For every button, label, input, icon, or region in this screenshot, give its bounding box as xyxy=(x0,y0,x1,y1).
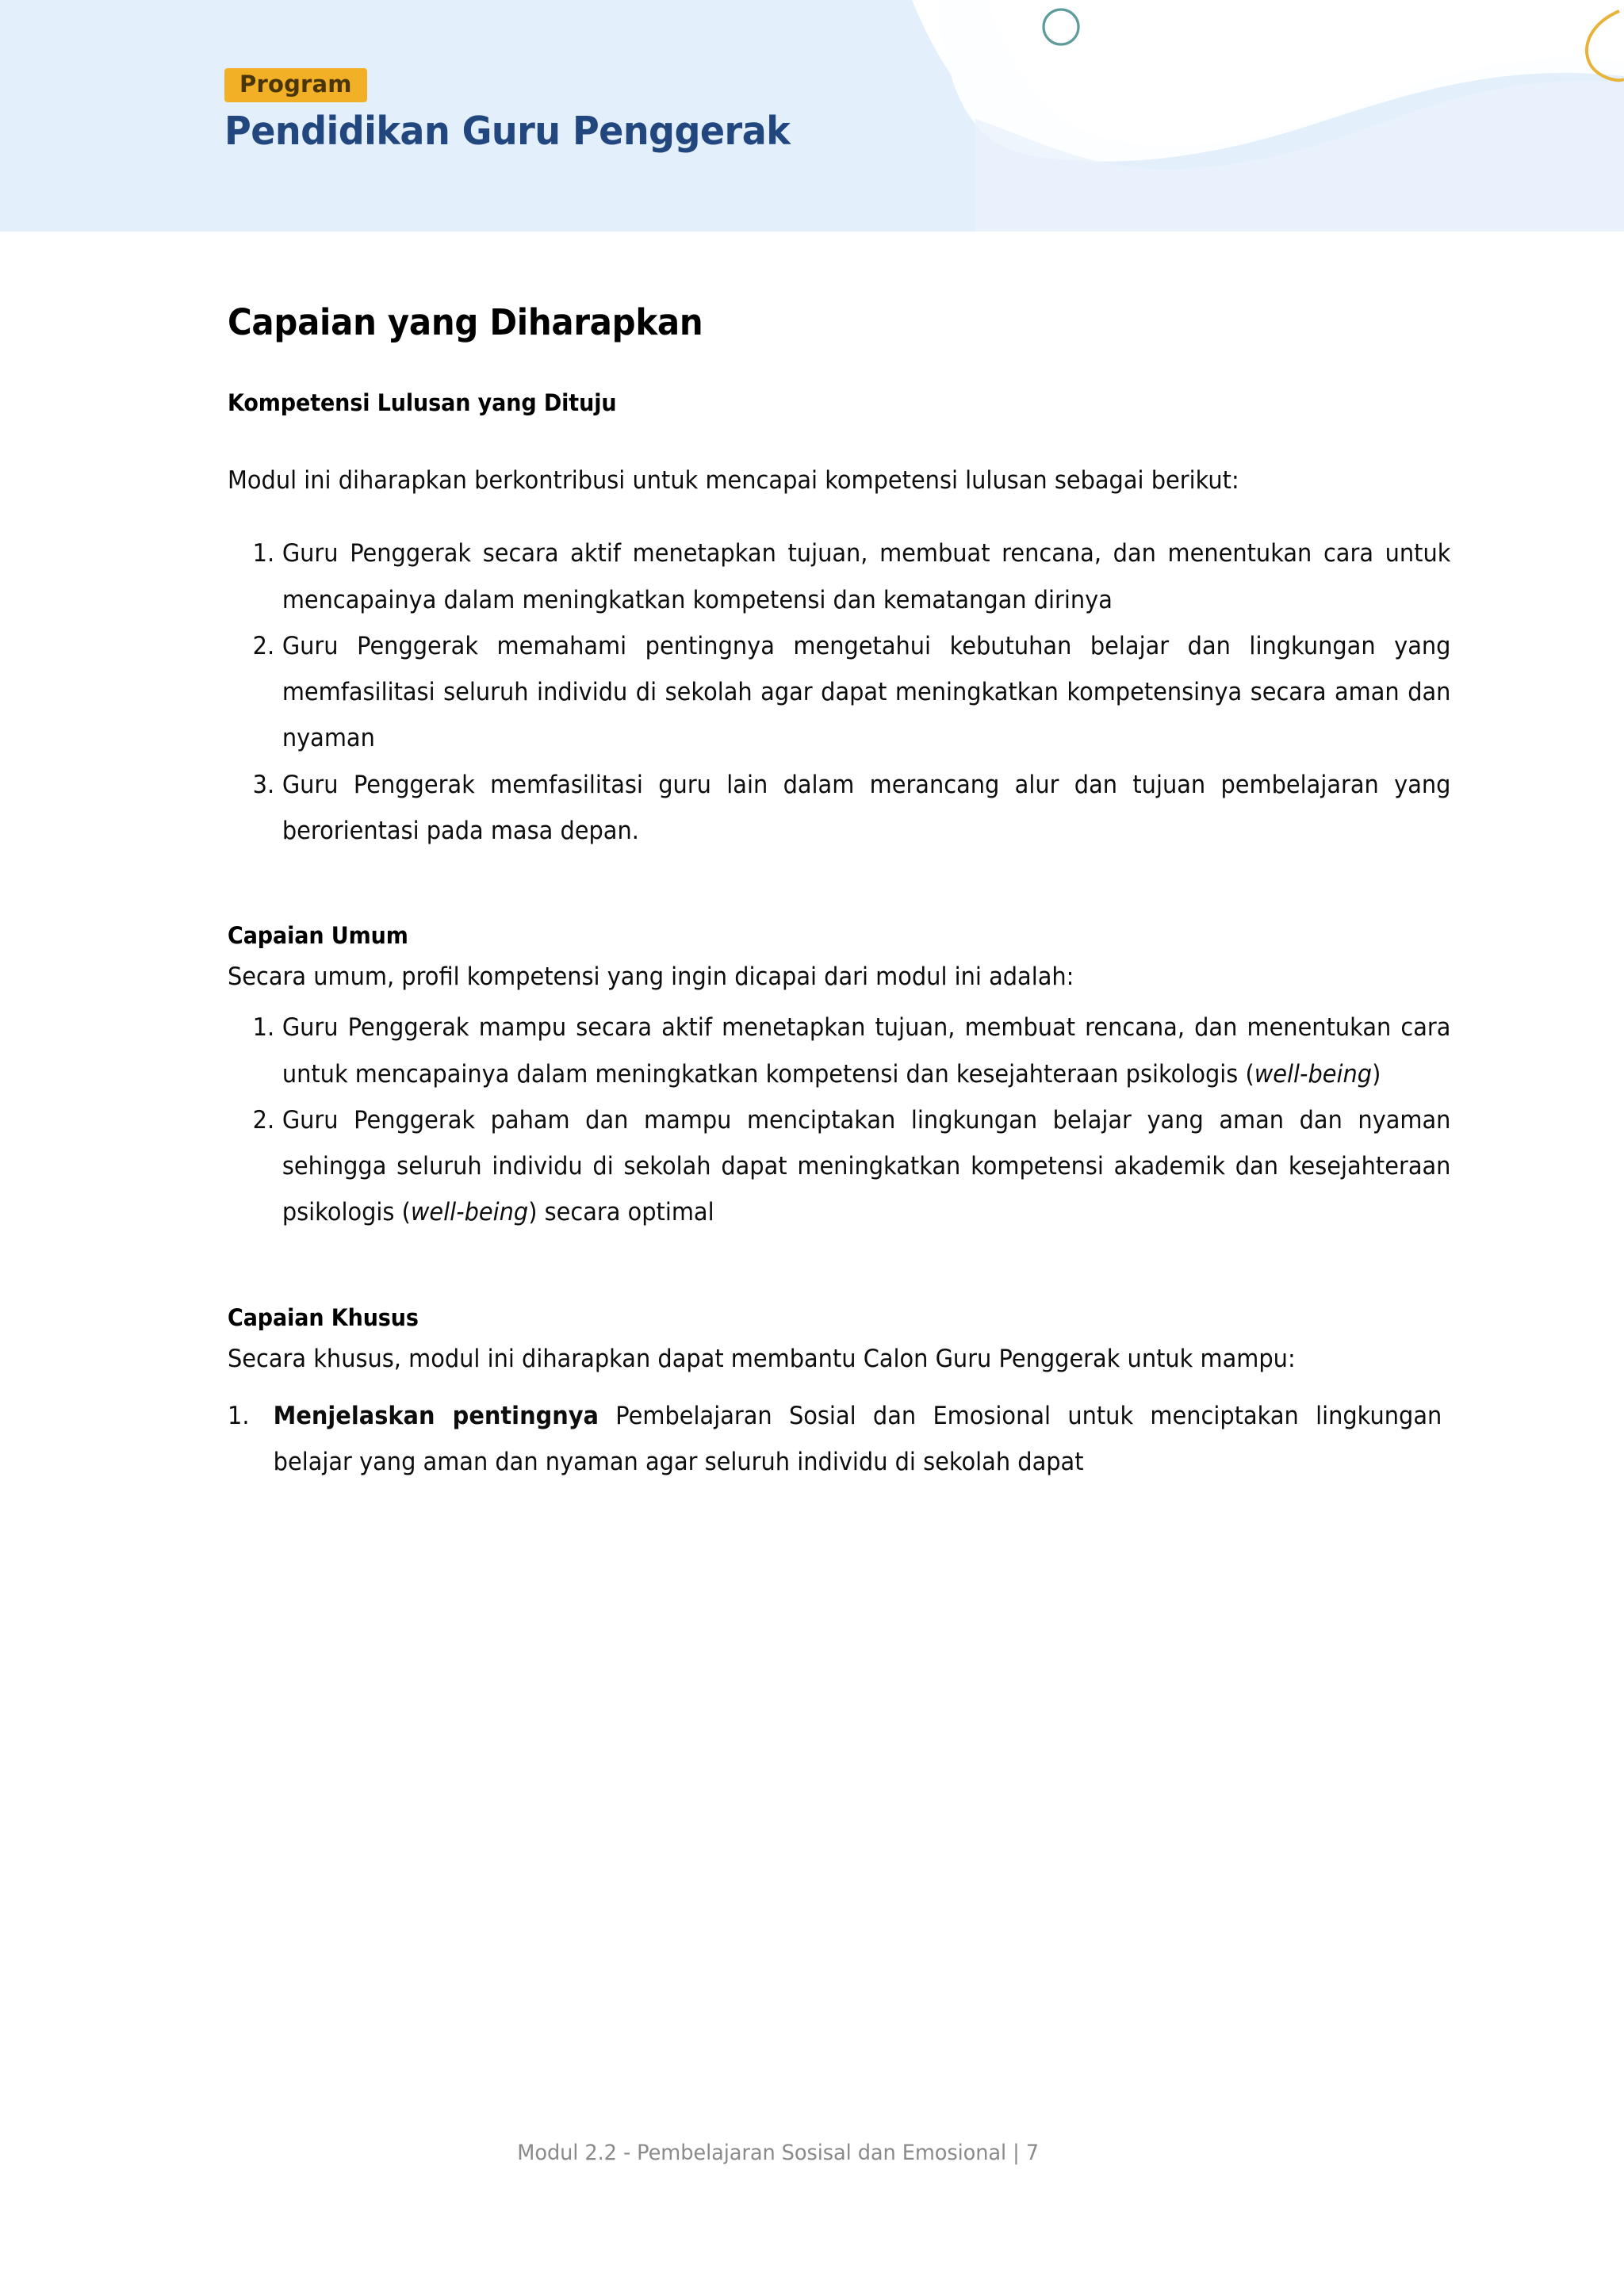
footer-text: Modul 2.2 - Pembelajaran Sosisal dan Emosional | 7 xyxy=(517,2141,1039,2165)
list-item-text-pre: Guru Penggerak paham dan mampu menciptakan lingkungan belajar yang aman dan nyaman sehingga seluruh individu di sekolah dapat meningkatkan kompetensi akademik dan kesejahteraan psikologis ( xyxy=(282,1105,1451,1227)
list-item-text-post: ) xyxy=(1372,1059,1381,1089)
list-item xyxy=(228,1004,1450,1097)
program-logo xyxy=(224,68,826,154)
program-title-text: Pendidikan Guru Penggerak xyxy=(224,109,791,154)
section-heading-kompetensi-lulusan: Kompetensi Lulusan yang Dituju xyxy=(228,389,617,416)
list-item: Guru Penggerak memfasilitasi guru lain dalam merancang alur dan tujuan pembelajaran yang berorientasi pada masa depan. xyxy=(282,770,1451,845)
list-item: Guru Penggerak secara aktif menetapkan tujuan, membuat rencana, dan menentukan cara untuk mencapainya dalam meningkatkan kompetensi dan kematangan dirinya xyxy=(282,539,1451,614)
list-item xyxy=(228,1393,1442,1486)
document-body xyxy=(228,301,1451,1486)
page-header-banner xyxy=(0,0,1624,232)
list-item-text-rest: Pembelajaran Sosial dan Emosional untuk menciptakan lingkungan belajar yang aman dan nyaman agar seluruh individu di sekolah dapat xyxy=(273,1401,1442,1477)
list-item-text-italic: well-being xyxy=(410,1198,529,1227)
list-kompetensi-lulusan xyxy=(228,530,1451,854)
section-intro-capaian-khusus: Secara khusus, modul ini diharapkan dapat membantu Calon Guru Penggerak untuk mampu: xyxy=(228,1344,1296,1373)
list-capaian-umum xyxy=(228,1004,1451,1235)
page-footer xyxy=(0,2141,1624,2165)
list-item xyxy=(228,1097,1450,1236)
list-capaian-khusus xyxy=(228,1393,1442,1486)
list-item: Guru Penggerak memahami pentingnya mengetahui kebutuhan belajar dan lingkungan yang memfasilitasi seluruh individu di sekolah agar dapat meningkatkan kompetensinya secara aman dan nyaman xyxy=(282,631,1451,753)
list-item-text-italic: well-being xyxy=(1254,1059,1373,1089)
section-intro-kompetensi-lulusan: Modul ini diharapkan berkontribusi untuk mencapai kompetensi lulusan sebagai berikut: xyxy=(228,466,1239,495)
page-title: Capaian yang Diharapkan xyxy=(228,301,703,343)
list-item-text-pre: Guru Penggerak mampu secara aktif menetapkan tujuan, membuat rencana, dan menentukan cara untuk mencapainya dalam meningkatkan kompetensi dan kesejahteraan psikologis ( xyxy=(282,1013,1451,1089)
list-item-text-bold: Menjelaskan pentingnya xyxy=(273,1401,599,1430)
program-badge-label: Program xyxy=(224,68,367,102)
section-heading-capaian-khusus: Capaian Khusus xyxy=(228,1303,419,1331)
section-heading-capaian-umum: Capaian Umum xyxy=(228,922,408,950)
section-intro-capaian-umum: Secara umum, profil kompetensi yang ingin dicapai dari modul ini adalah: xyxy=(228,962,1074,992)
list-item-text-post: ) secara optimal xyxy=(528,1198,714,1227)
